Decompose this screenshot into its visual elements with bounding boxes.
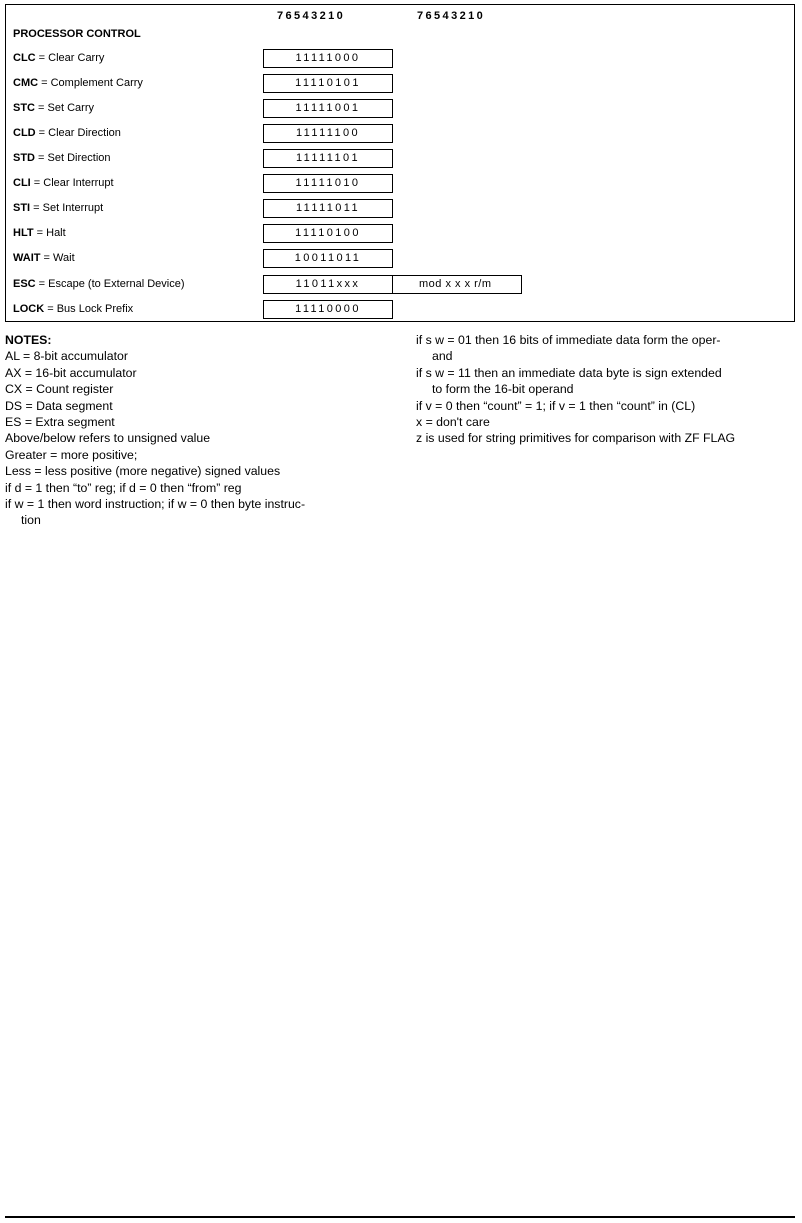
instruction-row-clc: CLC = Clear Carry 11111000	[6, 49, 794, 69]
instruction-row-esc: ESC = Escape (to External Device) 11011xxx mod x x x r/m	[6, 275, 794, 295]
mnemonic: STC	[13, 102, 35, 114]
mnemonic: CMC	[13, 77, 39, 89]
opcode-byte1: 11011xxx	[263, 275, 393, 294]
description: Clear Interrupt	[43, 177, 114, 189]
description: Escape (to External Device)	[48, 278, 185, 290]
opcode-byte1: 11110100	[263, 224, 393, 243]
description: Clear Direction	[48, 127, 121, 139]
note-line: ES = Extra segment	[5, 415, 115, 430]
description: Wait	[53, 252, 75, 264]
mnemonic: CLI	[13, 177, 31, 189]
mnemonic: ESC	[13, 278, 36, 290]
instruction-row-hlt: HLT = Halt 11110100	[6, 224, 794, 244]
note-line: DS = Data segment	[5, 398, 113, 413]
note-line: Greater = more positive;	[5, 447, 138, 462]
instruction-row-wait: WAIT = Wait 10011011	[6, 249, 794, 269]
description: Bus Lock Prefix	[56, 303, 134, 315]
instruction-row-sti: STI = Set Interrupt 11111011	[6, 199, 794, 219]
instruction-row-std: STD = Set Direction 11111101	[6, 149, 794, 169]
note-line: to form the 16-bit operand	[432, 382, 574, 397]
mnemonic: STD	[13, 152, 35, 164]
note-line: CX = Count register	[5, 382, 114, 397]
instruction-row-lock: LOCK = Bus Lock Prefix 11110000	[6, 300, 794, 320]
instruction-row-cli: CLI = Clear Interrupt 11111010	[6, 174, 794, 194]
section-title: PROCESSOR CONTROL	[13, 28, 141, 40]
note-line: Less = less positive (more negative) signed values	[5, 464, 281, 479]
opcode-byte1: 11110101	[263, 74, 393, 93]
description: Clear Carry	[48, 52, 105, 64]
mnemonic: CLD	[13, 127, 36, 139]
bit-header-byte2: 76543210	[417, 10, 486, 22]
opcode-byte2: mod x x x r/m	[392, 275, 522, 294]
note-line: if w = 1 then word instruction; if w = 0 then byte instruc-	[5, 497, 306, 512]
note-line: if v = 0 then “count” = 1; if v = 1 then “count” in (CL)	[416, 398, 696, 413]
notes-left-column	[5, 332, 385, 529]
mnemonic: CLC	[13, 52, 36, 64]
opcode-byte1: 11111011	[263, 199, 393, 218]
notes-right-column	[416, 332, 798, 447]
note-line: Above/below refers to unsigned value	[5, 431, 211, 446]
opcode-byte1: 11111001	[263, 99, 393, 118]
description: Complement Carry	[50, 77, 143, 89]
description: Set Direction	[47, 152, 111, 164]
instruction-row-cld: CLD = Clear Direction 11111100	[6, 124, 794, 144]
processor-control-table	[5, 4, 795, 322]
instruction-row-stc: STC = Set Carry 11111001	[6, 99, 794, 119]
opcode-byte1: 11111101	[263, 149, 393, 168]
note-line: and	[432, 349, 453, 364]
notes-title: NOTES:	[5, 333, 52, 347]
note-line: if s w = 11 then an immediate data byte is sign extended	[416, 365, 722, 380]
mnemonic: LOCK	[13, 303, 45, 315]
note-line: tion	[21, 513, 41, 528]
mnemonic: STI	[13, 202, 31, 214]
opcode-byte1: 11111000	[263, 49, 393, 68]
note-line: AL = 8-bit accumulator	[5, 349, 128, 364]
page-bottom-rule	[5, 1216, 795, 1218]
description: Halt	[46, 227, 66, 239]
note-line: x = don't care	[416, 415, 490, 430]
note-line: if s w = 01 then 16 bits of immediate data form the oper-	[416, 333, 721, 347]
bit-header-byte1: 76543210	[277, 10, 346, 22]
note-line: if d = 1 then “to” reg; if d = 0 then “from” reg	[5, 480, 242, 495]
mnemonic: WAIT	[13, 252, 41, 264]
mnemonic: HLT	[13, 227, 34, 239]
note-line: z is used for string primitives for comparison with ZF FLAG	[416, 431, 736, 446]
note-line: AX = 16-bit accumulator	[5, 365, 137, 380]
instruction-row-cmc: CMC = Complement Carry 11110101	[6, 74, 794, 94]
opcode-byte1: 11111010	[263, 174, 393, 193]
opcode-byte1: 11111100	[263, 124, 393, 143]
description: Set Interrupt	[42, 202, 104, 214]
opcode-byte1: 10011011	[263, 249, 393, 268]
opcode-byte1: 11110000	[263, 300, 393, 319]
description: Set Carry	[47, 102, 95, 114]
